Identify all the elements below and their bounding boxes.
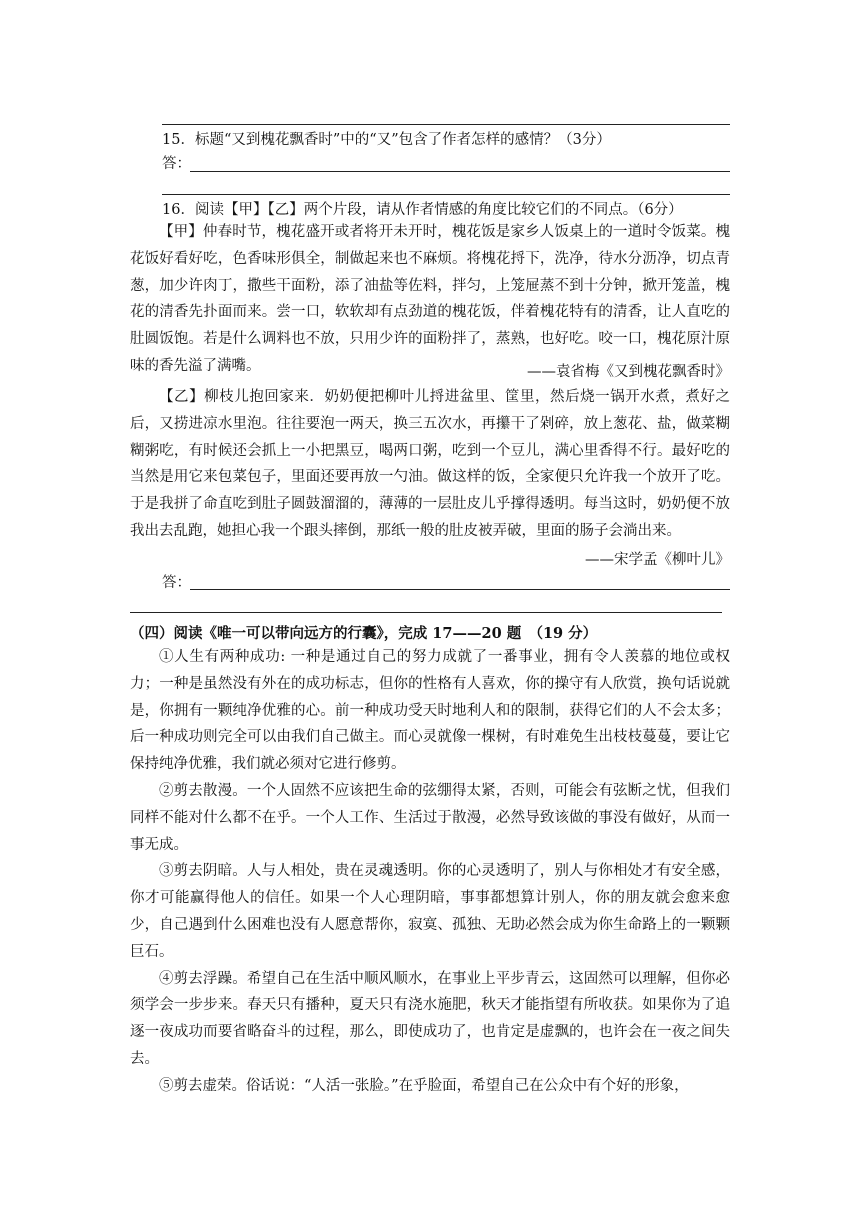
section-divider xyxy=(130,612,722,613)
answer-label: 答： xyxy=(162,156,191,172)
answer-line xyxy=(162,124,730,125)
section-body xyxy=(130,644,745,1100)
paragraph: ②剪去散漫。一个人固然不应该把生命的弦绷得太紧，否则，可能会有弦断之忧，但我们 同样不能对什么都不在乎。一个人工作、生活过于散漫，必然导致该做的事没有做好，从而一事无成。 xyxy=(130,782,745,853)
question-15: 15．标题“又到槐花飘香时”中的“又”包含了作者怎样的感情？（3分） xyxy=(162,132,611,148)
passage-jia-text: 【甲】仲春时节，槐花盛开或者将开未开时，槐花饭是家乡人饭桌上的一道时令饭菜。槐花饭好看好吃，色香味形俱全，制做起来也不麻烦。将槐花捋下，洗净，待水分沥净，切点青葱，加少许肉丁，撒些干面粉，添了油盐等佐料，拌匀，上笼屉蒸不到十分钟，掀开笼盖，槐花的清香先扑面而来。尝一口，软软却有点劲道的槐花饭，伴着槐花特有的清香，让人直吃的肚圆饭饱。若是什么调料也不放，只用少许的面粉拌了，蒸熟，也好吃。咬一口，槐花原汁原味的香先溢了满嘴。 xyxy=(130,224,730,374)
paragraph: ④剪去浮躁。希望自己在生活中顺风顺水，在事业上平步青云，这固然可以理解，但你必须学会一步步来。春天只有播种，夏天只有浇水施肥，秋天才能指望有所收获。如果你为了追逐一夜成功而要省略奋斗的过程，那么，即使成功了，也肯定是虚飘的，也许会在一夜之间失去。 xyxy=(130,970,730,1067)
passage-jia xyxy=(130,219,730,380)
answer-line xyxy=(162,194,730,195)
passage-yi xyxy=(130,384,730,545)
answer-line xyxy=(190,589,730,590)
answer-line xyxy=(190,171,730,172)
passage-yi-source: ——宋学孟《柳叶儿》 xyxy=(585,552,730,568)
question-16: 16．阅读【甲】【乙】两个片段，请从作者情感的角度比较它们的不同点。（6分） xyxy=(162,202,683,218)
paragraph: ①人生有两种成功: 一种是通过自己的努力成就了一番事业，拥有令人羡慕的地位或权力；一种是虽然没有外在的成功标志，但你的性格有人喜欢，你的操守有人欣赏，换句话说就是，你拥有一颗纯净优雅的心。前一种成功受天时地利人和的限制，获得它们的人不会太多；后一种成功则完全可以由我们自己做主。而心灵就像一棵树，有时难免生出枝枝蔓蔓，要让它保持纯净优雅，我们就必须对它进行修剪。 xyxy=(130,649,730,773)
paragraph: ③剪去阴暗。人与人相处，贵在灵魂透明。你的心灵透明了，别人与你相处才有安全感，你才可能赢得他人的信任。如果一个人心理阴暗，事事都想算计别人，你的朋友就会愈来愈少，自己遇到什么困难也没有人愿意帮你，寂寞、孤独、无助必然会成为你生命路上的一颗颗巨石。 xyxy=(130,863,730,960)
paragraph: ⑤剪去虚荣。俗话说：“人活一张脸。”在乎脸面，希望自己在公众中有个好的形象， xyxy=(159,1077,689,1094)
passage-jia-source: ——袁省梅《又到槐花飘香时》 xyxy=(527,364,730,380)
passage-yi-text: 【乙】柳枝儿抱回家来．奶奶便把柳叶儿捋进盆里、筐里，然后烧一锅开水煮，煮好之后，又捞进凉水里泡。往往要泡一两天，换三五次水，再攥干了剁碎，放上葱花、盐，做菜糊糊粥吃，有时候还会抓上一小把黑豆，喝两口粥，吃到一个豆儿，满心里香得不行。最好吃的当然是用它来包菜包子，里面还要再放一勺油。做这样的饭，全家便只允许我一个放开了吃。于是我拼了命直吃到肚子圆鼓溜溜的，薄薄的一层肚皮儿乎撑得透明。每当这时，奶奶便不放我出去乱跑，她担心我一个跟头摔倒，那纸一般的肚皮被弄破，里面的肠子会淌出来。 xyxy=(130,389,730,539)
answer-label: 答： xyxy=(162,575,191,591)
section-heading: （四）阅读《唯一可以带向远方的行囊》，完成 17——20 题 （19 分） xyxy=(130,625,598,642)
